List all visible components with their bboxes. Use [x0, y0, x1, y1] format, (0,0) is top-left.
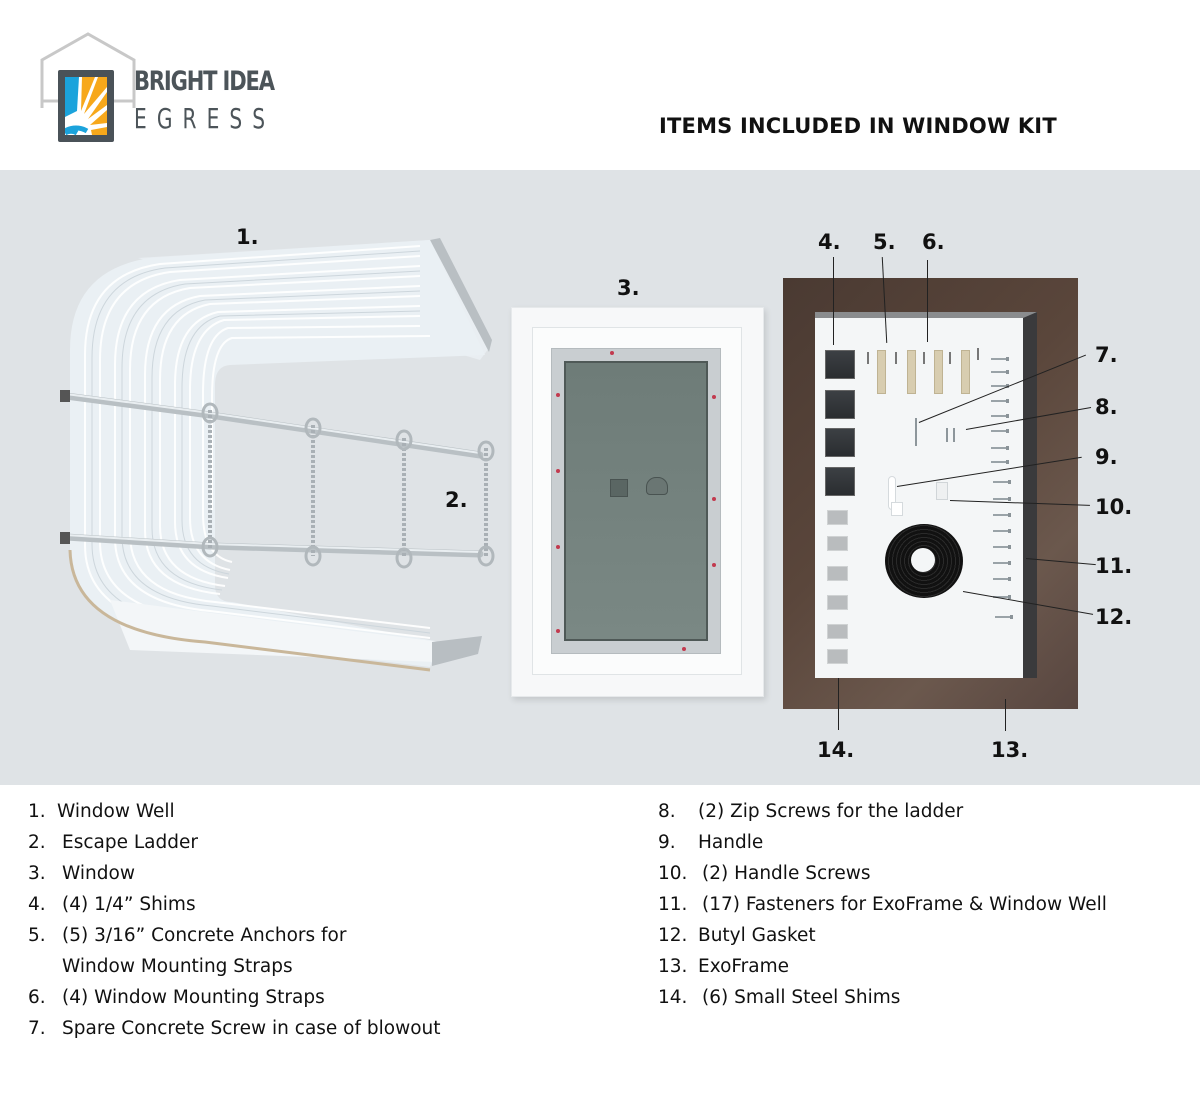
callout-14-steel-shims: 14. — [817, 738, 855, 762]
mounting-strap — [934, 350, 943, 394]
list-item: 4. (4) 1/4” Shims — [28, 894, 196, 915]
concrete-anchor — [923, 352, 925, 364]
handle-screws — [936, 482, 948, 500]
fastener — [991, 447, 1007, 449]
fastener — [991, 358, 1007, 360]
fastener — [993, 498, 1009, 500]
fastener — [991, 400, 1007, 402]
fastener — [993, 530, 1009, 532]
mounting-strap — [907, 350, 916, 394]
small-steel-shim — [827, 624, 848, 639]
spare-concrete-screw — [915, 418, 917, 446]
zip-screw — [953, 428, 955, 442]
mounting-strap — [877, 350, 886, 394]
page-title: ITEMS INCLUDED IN WINDOW KIT — [659, 114, 1057, 138]
quarter-inch-shim — [825, 467, 855, 496]
leader-line-4 — [833, 257, 834, 345]
callout-7-spare-screw: 7. — [1095, 343, 1118, 367]
small-steel-shim — [827, 595, 848, 610]
callout-1-window-well: 1. — [236, 225, 259, 249]
list-item: 2. Escape Ladder — [28, 832, 198, 853]
fastener — [993, 578, 1009, 580]
logo-wordmark-line2: EGRESS — [134, 102, 276, 135]
fastener — [993, 562, 1009, 564]
quarter-inch-shim — [825, 428, 855, 457]
items-list-left — [28, 796, 568, 1044]
fastener — [993, 514, 1009, 516]
zip-screw — [946, 428, 948, 442]
concrete-anchor — [977, 348, 979, 360]
fastener — [993, 546, 1009, 548]
fastener — [991, 430, 1007, 432]
callout-4-shims: 4. — [818, 230, 841, 254]
fastener — [993, 481, 1009, 483]
window-well-image — [0, 170, 520, 785]
list-item: 3. Window — [28, 863, 135, 884]
callout-13-exoframe: 13. — [991, 738, 1029, 762]
list-item: 9. Handle — [658, 832, 764, 853]
list-item: 10. (2) Handle Screws — [658, 863, 871, 884]
kit-photo — [0, 170, 1200, 785]
parts-board — [815, 312, 1037, 678]
list-item: 5. (5) 3/16” Concrete Anchors for — [28, 925, 347, 946]
list-item-continuation: Window Mounting Straps — [62, 956, 293, 977]
list-item: 11. (17) Fasteners for ExoFrame & Window Well — [658, 894, 1107, 915]
callout-9-handle: 9. — [1095, 445, 1118, 469]
concrete-anchor — [949, 352, 951, 364]
list-item: 1. Window Well — [28, 801, 175, 822]
window-lock — [646, 477, 668, 495]
window-handle-base — [891, 502, 903, 516]
callout-6-straps: 6. — [922, 230, 945, 254]
fastener — [995, 616, 1011, 618]
window-image — [511, 307, 764, 697]
brand-logo — [38, 30, 278, 142]
list-item: 7. Spare Concrete Screw in case of blowout — [28, 1018, 441, 1039]
list-item: 6. (4) Window Mounting Straps — [28, 987, 325, 1008]
exoframe-image — [783, 278, 1078, 709]
concrete-anchor — [867, 352, 869, 364]
items-list-right — [658, 796, 1198, 1013]
fastener — [991, 415, 1007, 417]
window-glass — [564, 361, 708, 641]
callout-3-window: 3. — [617, 276, 640, 300]
leader-line-6 — [927, 260, 928, 342]
leader-line-14 — [838, 678, 839, 730]
fastener — [991, 371, 1007, 373]
fastener — [991, 461, 1007, 463]
list-item: 12. Butyl Gasket — [658, 925, 816, 946]
list-item: 13. ExoFrame — [658, 956, 790, 977]
protective-tape — [551, 348, 721, 654]
list-item: 14. (6) Small Steel Shims — [658, 987, 901, 1008]
callout-11-fasteners: 11. — [1095, 554, 1133, 578]
small-steel-shim — [827, 649, 848, 664]
callout-5-anchors: 5. — [873, 230, 896, 254]
concrete-anchor — [895, 352, 897, 364]
sunburst-window-icon — [58, 70, 114, 142]
list-item: 8. (2) Zip Screws for the ladder — [658, 801, 964, 822]
window-latch — [610, 479, 628, 497]
callout-8-zip-screws: 8. — [1095, 395, 1118, 419]
small-steel-shim — [827, 566, 848, 581]
butyl-gasket-coil — [885, 524, 963, 598]
small-steel-shim — [827, 510, 848, 525]
small-steel-shim — [827, 536, 848, 551]
quarter-inch-shim — [825, 350, 855, 379]
leader-line-13 — [1005, 699, 1006, 731]
callout-2-escape-ladder: 2. — [445, 488, 468, 512]
mounting-strap — [961, 350, 970, 394]
callout-10-handle-screws: 10. — [1095, 495, 1133, 519]
logo-wordmark-line1: BRIGHT IDEA — [134, 66, 274, 97]
callout-12-gasket: 12. — [1095, 605, 1133, 629]
quarter-inch-shim — [825, 390, 855, 419]
